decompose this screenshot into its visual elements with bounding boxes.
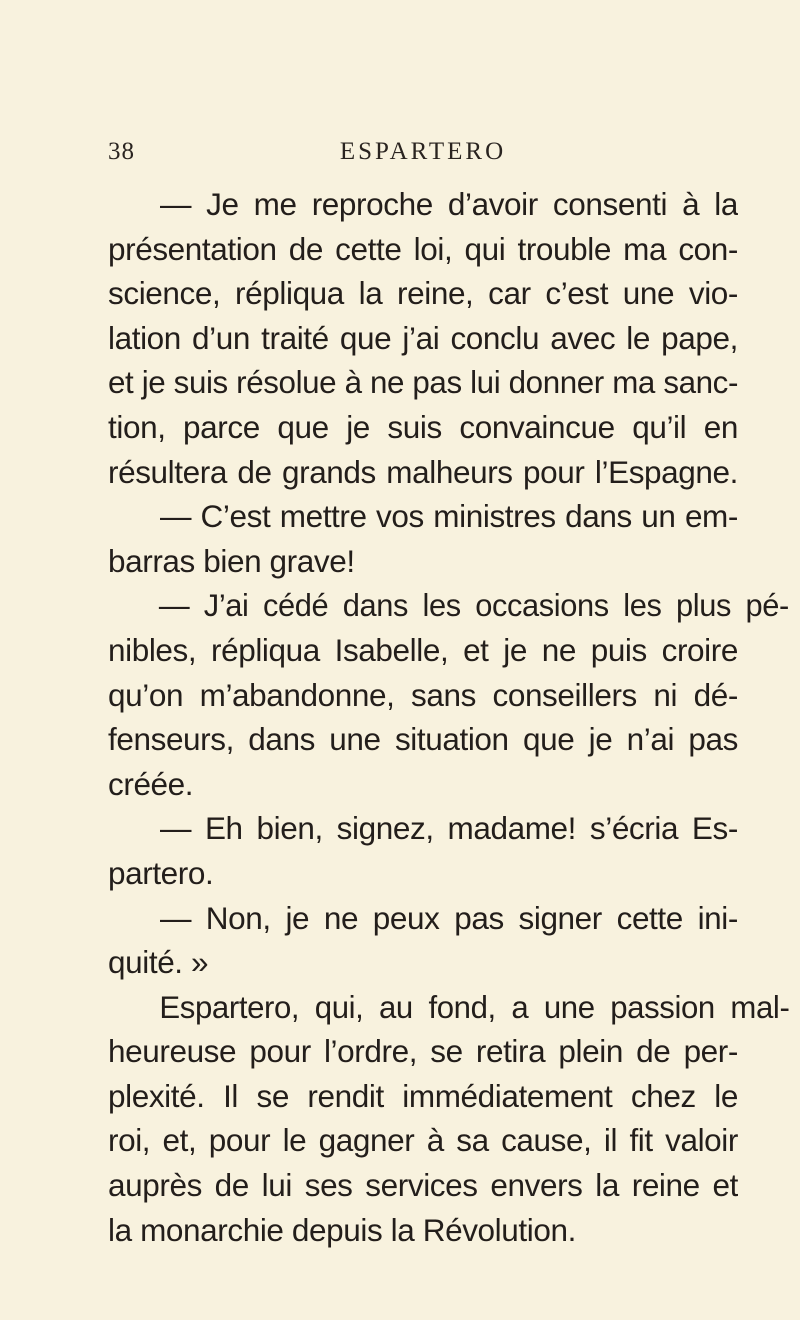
text-line: présentation de cette loi, qui trouble ma con- xyxy=(108,230,738,267)
text-line: lation d’un traité que j’ai conclu avec le pape, xyxy=(108,319,738,356)
body-text xyxy=(108,182,790,1252)
text-line: tion, parce que je suis convaincue qu’il en xyxy=(108,408,738,445)
text-line: — J’ai cédé dans les occasions les plus pé- xyxy=(158,587,789,624)
text-line: — C’est mettre vos ministres dans un em- xyxy=(160,498,738,535)
text-line: — Non, je ne peux pas signer cette ini- xyxy=(160,899,738,936)
text-line: plexité. Il se rendit immédiatement chez le xyxy=(108,1077,738,1114)
text-line: heureuse pour l’ordre, se retira plein de per- xyxy=(108,1033,738,1070)
text-line: nibles, répliqua Isabelle, et je ne puis croire xyxy=(108,631,738,668)
text-line: — Je me reproche d’avoir consenti à la xyxy=(160,186,738,222)
text-line: et je suis résolue à ne pas lui donner ma sanc- xyxy=(108,364,738,401)
text-line: auprès de lui ses services envers la reine et xyxy=(108,1167,738,1204)
text-line: — Eh bien, signez, madame! s’écria Es- xyxy=(160,810,738,847)
page-header xyxy=(108,138,738,172)
page-number: 38 xyxy=(108,138,135,165)
text-line: science, répliqua la reine, car c’est une vio- xyxy=(108,275,738,312)
text-line: partero. xyxy=(108,854,214,891)
text-line: Espartero, qui, au fond, a une passion mal- xyxy=(159,988,790,1025)
running-head: ESPARTERO xyxy=(339,138,507,165)
text-line: barras bien grave! xyxy=(108,542,355,579)
text-line: la monarchie depuis la Révolution. xyxy=(108,1211,576,1248)
text-line: qu’on m’abandonne, sans conseillers ni dé- xyxy=(108,676,738,713)
text-line: roi, et, pour le gagner à sa cause, il fit valoir xyxy=(108,1122,738,1159)
text-line: fenseurs, dans une situation que je n’ai pas xyxy=(108,721,738,758)
text-line: créée. xyxy=(108,765,194,802)
text-line: quité. » xyxy=(108,944,209,981)
text-line: résultera de grands malheurs pour l’Espagne. xyxy=(108,453,738,490)
